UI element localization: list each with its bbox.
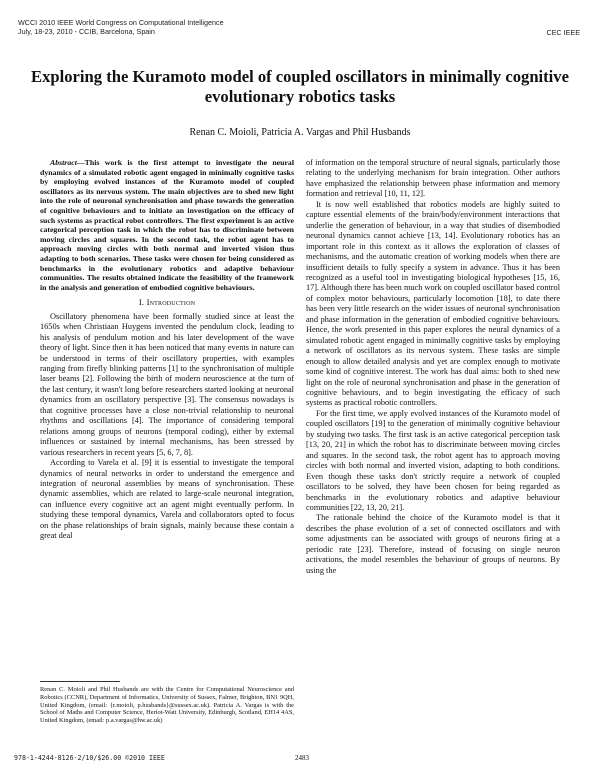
abstract: [40, 158, 294, 292]
section-heading-introduction: I. Introduction: [138, 297, 196, 308]
right-paragraph-continued: of information on the temporal structure of neural signals, particularly those relating to the underlying mechanism for brain integration. Other authors have emphasized the relationship between phase information and memory formation and retrieval [10, 11, 12].: [306, 158, 560, 199]
footnote-rule: [40, 681, 120, 682]
abstract-lead: Abstract: [50, 158, 77, 167]
left-column: [40, 158, 294, 542]
right-paragraph-1: It is now well established that robotics models are highly suited to capture essential elements of the brain/body/environment interactions that underlie the generation of behaviour, in a way that studies of disembodied neuronal dynamics cannot achieve [13, 14]. Evolutionary robotics has an important role in this context as it allows the exploration of classes of mechanisms, and the automatic creation of working models when there are insufficient details to fully specify a system in advance. Thus it has been recognized as a useful tool in investigating biological hypotheses [15, 16, 17]. Although there has been much work on coupled oscillator based control of complex motor behaviours, particularly locomotion [18], to date there has been very little research on the wider issues of neuronal synchronisation and phase information in the generation of embodied cognitive behaviours. Hence, the work presented in this paper explores the neural dynamics of a simulated robotic agent engaged in minimally cognitive tasks by employing a network of oscillators as its nervous system. These tasks are simple enough to allow detailed analysis and yet are complex enough to motivate some kind of cognitive interest. The work has dual aims: both to shed new light on the role of neuronal synchronisation and phase in the generation of cognitive behaviours, and to begin investigating the efficacy of such systems as practical robotic controllers.: [306, 199, 560, 408]
conference-line-1: WCCI 2010 IEEE World Congress on Computational Intelligence: [18, 18, 224, 27]
paper-title: Exploring the Kuramoto model of coupled oscillators in minimally cognitive evolutionary robotics tasks: [31, 67, 569, 106]
isbn-copyright: 978-1-4244-8126-2/10/$26.00 ©2010 IEEE: [14, 754, 165, 762]
intro-paragraph-1: Oscillatory phenomena have been formally studied since at least the 1650s when Christiaan Huygens invented the pendulum clock, leading to his analysis of pendulum motion and his later development of the wave theory of light. Since then it has been noticed that many events in nature can be understood in terms of their oscillatory properties, with examples ranging from firefly blinking patterns [1] to the synchronisation of multiple laser beams [2]. Following the birth of modern neuroscience at the turn of the last century, it wasn't long before researchers started looking at neuronal dynamics from an oscillatory perspective [3]. The consensus nowadays is that cognitive processes have a close non-trivial relationship to neuronal rhythms and oscillations [4]. The importance of considering temporal relations among groups of neurons (temporal coding), either by external influences or sustained by internal mechanisms, has been stressed by various researchers in recent years [5, 6, 7, 8].: [40, 311, 294, 457]
header-right-label: CEC IEEE: [546, 28, 580, 37]
abstract-text: —This work is the first attempt to investigate the neural dynamics of a simulated robotic agent engaged in minimally cognitive tasks by employing evolved instances of the Kuramoto model of coupled oscillators as its nervous system. The main objectives are to shed new light into the role of neuronal synchronisation and phase towards the generation of cognitive behaviours and to initiate an investigation on the efficacy of such systems as practical robot controllers. The first experiment is an active categorical perception task in which the robot has to discriminate between moving circles and squares. In the second task, the robot agent has to approach moving circles with both normal and inverted vision thus adapting to both scenarios. These tasks were chosen for being considered as benchmarks in the evolutionary robotics and adaptive behaviour communities. The results obtained indicate the feasibility of the framework in the analysis and generation of embodied cognitive behaviours.: [40, 158, 294, 292]
conference-header: [18, 18, 224, 36]
right-paragraph-3: The rationale behind the choice of the Kuramoto model is that it describes the phase evolution of a set of connected oscillators and with some adjustments can be associated with groups of neurons firing at a periodic rate [23]. Therefore, instead of focusing on single neuron activations, the model resembles the behaviour of groups of neurons. By using the: [306, 513, 560, 575]
conference-line-2: July, 18-23, 2010 - CCIB, Barcelona, Spain: [18, 27, 155, 36]
intro-paragraph-2: According to Varela et al. [9] it is essential to investigate the temporal dynamics of neural networks in order to understand the emergence and integration of neuronal assemblies by means of synchronisation. These dynamic assemblies, which are related to large-scale neuronal integration, can influence every cognitive act an agent might eventually perform. In studying these temporal dynamics, Varela and collaborators opted to focus on the phase relationships of brain signals, mainly because these contain a great deal: [40, 458, 294, 541]
page-number: 2483: [295, 754, 309, 762]
paper-authors: Renan C. Moioli, Patricia A. Vargas and Phil Husbands: [189, 127, 411, 138]
author-footnote: Renan C. Moioli and Phil Husbands are with the Centre for Computational Neuroscience and Robotics (CCNR), Department of Informatics, University of Sussex, Falmer, Brighton, BN1 9QH, United Kingdom, (email: {r.moioli, p.husbands}@sussex.ac.uk). Patricia A. Vargas is with the School of Maths and Computer Science, Heriot-Watt University, Edinburgh, Scotland, EH14 4AS, United Kingdom, (email: p.a.vargas@hw.ac.uk): [40, 686, 294, 725]
right-paragraph-2: For the first time, we apply evolved instances of the Kuramoto model of coupled oscillators [19] to the generation of minimally cognitive behaviour by studying two tasks. The first task is an active categorical perception task [13, 20, 21] in which the robot has to discriminate between moving circles and squares. In the second task, the robot agent has to approach moving circles with both normal and inverted vision, adapting to both conditions. Even though these tasks don't strictly require a network of coupled oscillators to be solved, they have been chosen for being regarded as benchmarks in the evolutionary robotics and adaptive behaviour communities [22, 13, 20, 21].: [306, 408, 560, 512]
right-column: [306, 158, 560, 576]
